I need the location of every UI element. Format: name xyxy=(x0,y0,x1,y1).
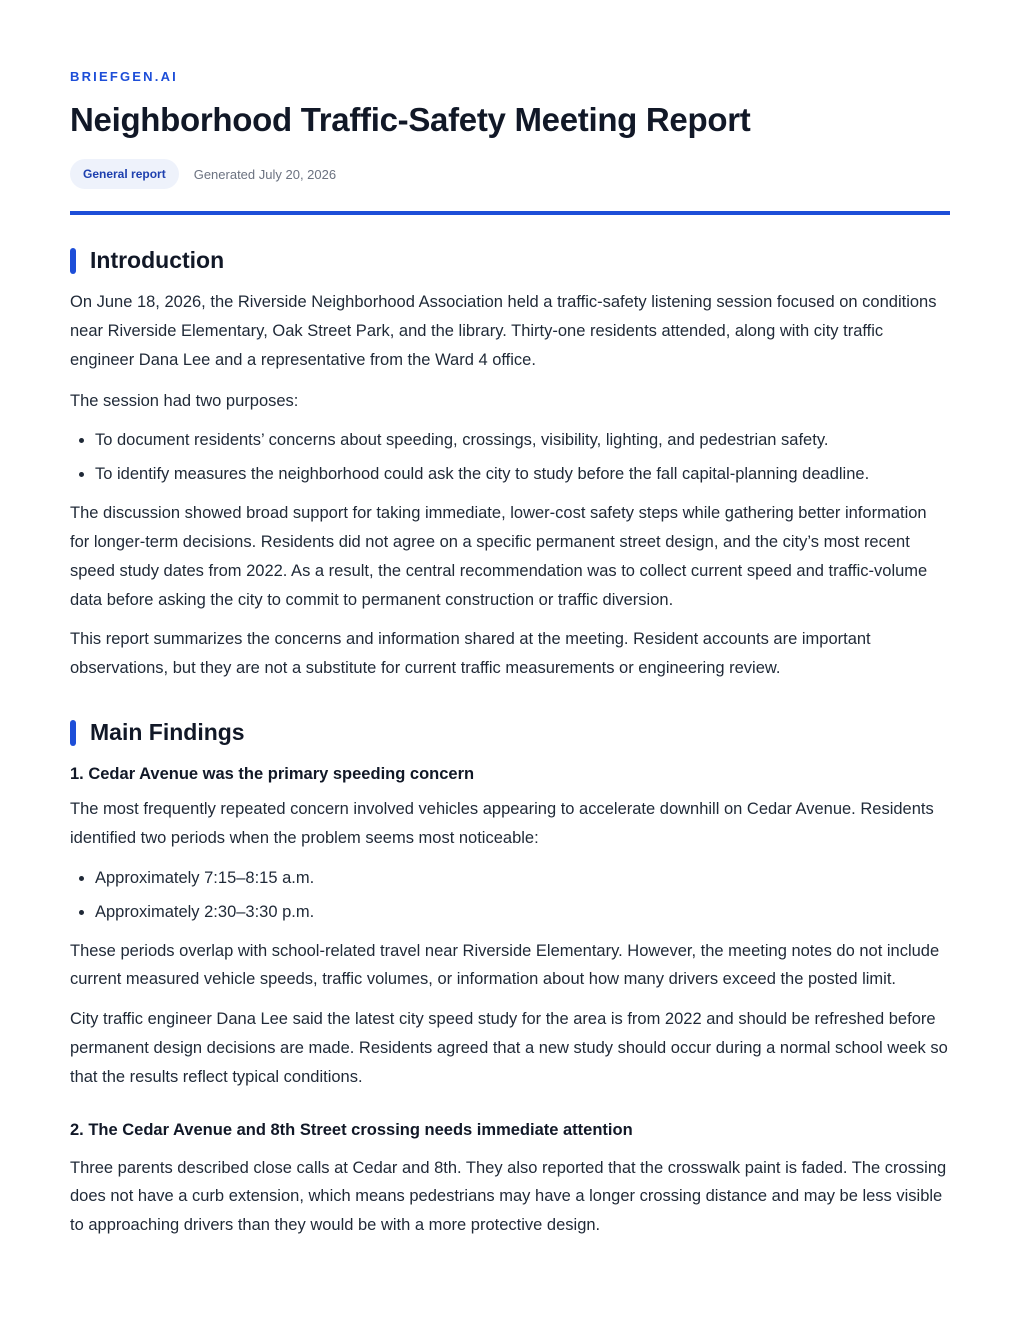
finding-1-paragraph-3: City traffic engineer Dana Lee said the latest city speed study for the area is from 2022 and should be refreshed before permanent design decisions are made. Residents agreed that a new study should occur during a normal school week so that the results reflect typical conditions. xyxy=(70,1010,948,1086)
intro-paragraph-4: This report summarizes the concerns and information shared at the meeting. Resident accounts are important observations, but they are not a substitute for current traffic measurements or engineering review. xyxy=(70,630,871,678)
section-accent-bar xyxy=(70,248,76,274)
header-divider xyxy=(70,211,950,215)
brand-label[interactable]: BRIEFGEN.AI xyxy=(70,69,178,84)
list-item: • Approximately 2:30–3:30 p.m. xyxy=(95,900,950,924)
intro-paragraph-1: On June 18, 2026, the Riverside Neighborhood Association held a traffic-safety listening session focused on conditions near Riverside Elementary, Oak Street Park, and the library. Thirty-one residents attended, along with city traffic engineer Dana Lee and a representative from the Ward 4 office. xyxy=(70,293,937,369)
page-title: Neighborhood Traffic-Safety Meeting Report xyxy=(70,101,751,138)
section-heading-label: Introduction xyxy=(90,247,225,273)
list-item: • Approximately 7:15–8:15 a.m. xyxy=(95,866,950,890)
list-item: • To document residents’ concerns about speeding, crossings, visibility, lighting, and pedestrian safety. xyxy=(95,428,950,452)
section-heading-label: Main Findings xyxy=(90,718,245,745)
finding-1-paragraph-2: These periods overlap with school-related travel near Riverside Elementary. However, the meeting notes do not include current measured vehicle speeds, traffic volumes, or information about how many drivers exceed the posted limit. xyxy=(70,941,940,989)
intro-paragraph-3: The discussion showed broad support for taking immediate, lower-cost safety steps while gathering better information for longer-term decisions. Residents did not agree on a specific permanent street design, and the city’s most recent speed study dates from 2022. As a result, the central recommendation was to collect current speed and traffic-volume data before asking the city to commit to permanent construction or traffic diversion. xyxy=(70,504,928,609)
section-accent-bar xyxy=(70,720,76,746)
list-item: • To identify measures the neighborhood could ask the city to study before the fall capital-planning deadline. xyxy=(95,462,950,486)
finding-1-paragraph-1: The most frequently repeated concern involved vehicles appearing to accelerate downhill on Cedar Avenue. Residents identified two periods when the problem seems most noticeable: xyxy=(70,799,934,847)
report-meta xyxy=(70,159,336,189)
report-content xyxy=(70,244,950,1240)
generated-date: Generated July 20, 2026 xyxy=(193,166,337,182)
report-type-badge: General report xyxy=(70,159,179,189)
finding-2-paragraph-1: Three parents described close calls at Cedar and 8th. They also reported that the crosswalk paint is faded. The crossing does not have a curb extension, which means pedestrians may have a longer crossing distance and may be less visible to approaching drivers than they would be with a more protective design. xyxy=(70,1158,947,1235)
section-heading-introduction xyxy=(70,244,950,276)
section-heading-main-findings xyxy=(70,716,950,748)
finding-2-title: 2. The Cedar Avenue and 8th Street crossing needs immediate attention xyxy=(70,1120,633,1139)
finding-1-title: 1. Cedar Avenue was the primary speeding concern xyxy=(70,764,475,783)
main-findings-section xyxy=(70,716,950,1240)
finding-1-time-list xyxy=(70,866,950,924)
introduction-section xyxy=(70,244,950,683)
intro-paragraph-2: The session had two purposes: xyxy=(70,392,299,411)
intro-purpose-list xyxy=(70,428,950,486)
